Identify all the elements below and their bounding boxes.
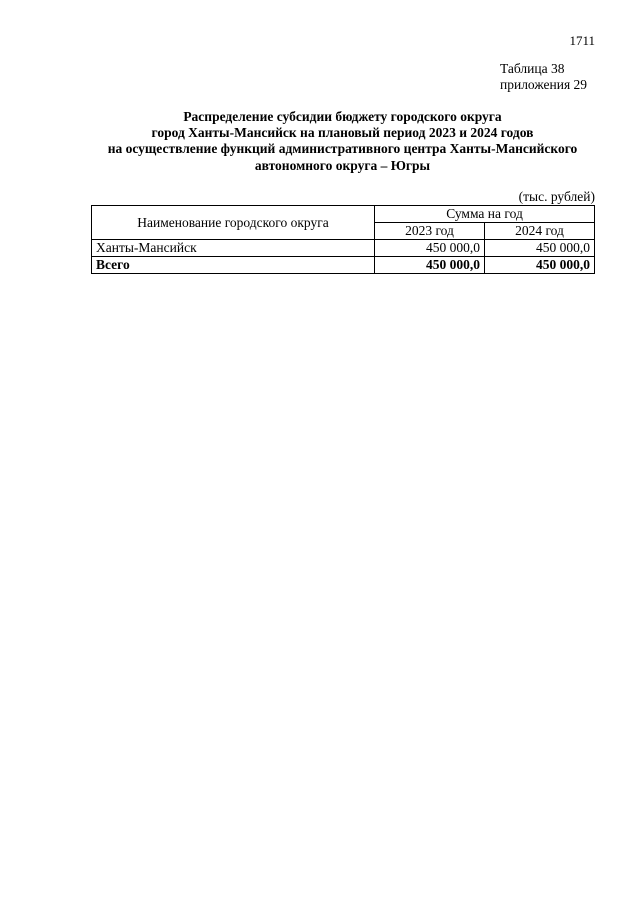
table-reference (500, 61, 587, 93)
document-title (90, 109, 595, 174)
title-line-3: на осуществление функций административного центра Ханты-Мансийского (107, 141, 578, 157)
appendix-reference-line: приложения 29 (500, 77, 588, 92)
header-district-name: Наименование городского округа (92, 206, 375, 240)
units-label: (тыс. рублей) (518, 189, 595, 204)
header-sum-per-year: Сумма на год (375, 206, 595, 223)
title-line-2: город Ханты-Мансийск на плановый период 2023 и 2024 годов (151, 125, 534, 141)
row-value-2023: 450 000,0 (375, 240, 485, 257)
table-row (92, 240, 595, 257)
header-year-2024: 2024 год (485, 223, 595, 240)
table-reference-line: Таблица 38 (500, 61, 565, 76)
total-label: Всего (92, 257, 375, 274)
table-header-row (92, 206, 595, 223)
row-district-name: Ханты-Мансийск (92, 240, 375, 257)
total-value-2024: 450 000,0 (485, 257, 595, 274)
subsidy-table (91, 205, 595, 274)
title-line-4: автономного округа – Югры (254, 157, 431, 173)
total-row (92, 257, 595, 274)
header-year-2023: 2023 год (375, 223, 485, 240)
title-line-1: Распределение субсидии бюджету городского округа (183, 109, 502, 124)
page-number: 1711 (569, 33, 595, 48)
row-value-2024: 450 000,0 (485, 240, 595, 257)
total-value-2023: 450 000,0 (375, 257, 485, 274)
